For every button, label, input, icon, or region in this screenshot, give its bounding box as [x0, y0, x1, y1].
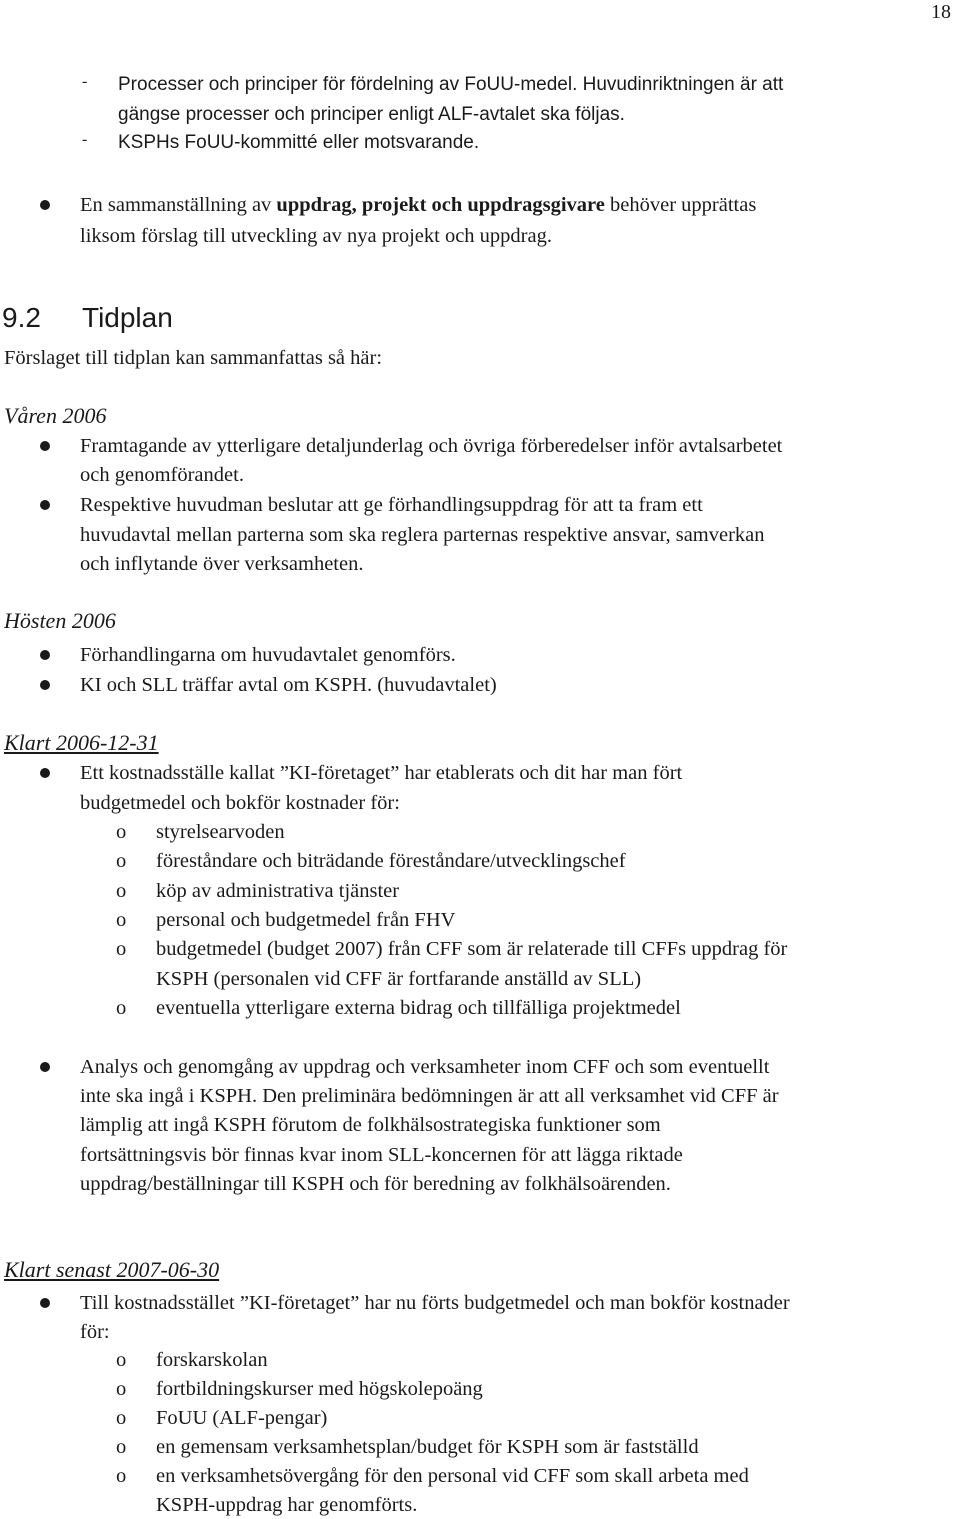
- sub-list-item: eventuella ytterligare externa bidrag och tillfälliga projektmedel: [156, 997, 681, 1019]
- period-heading-klart-2006: Klart 2006-12-31: [4, 730, 159, 755]
- sub-list-item: en gemensam verksamhetsplan/budget för KSPH som är fastställd: [156, 1436, 699, 1458]
- bullet-icon: [40, 650, 50, 660]
- sub-list-item: fortbildningskurser med högskolepoäng: [156, 1378, 483, 1400]
- sub-list-item: en verksamhetsövergång för den personal vid CFF som skall arbeta med: [156, 1465, 749, 1487]
- list-item-line: Förhandlingarna om huvudavtalet genomförs.: [80, 644, 456, 666]
- list-item-line: budgetmedel och bokför kostnader för:: [80, 792, 400, 814]
- list-item-line: inte ska ingå i KSPH. Den preliminära bedömningen är att all verksamhet vid CFF är: [80, 1085, 779, 1107]
- section-number: 9.2: [2, 302, 41, 333]
- period-heading-klart-2007: Klart senast 2007-06-30: [4, 1257, 220, 1282]
- list-item-line: Till kostnadsstället ”KI-företaget” har nu förts budgetmedel och man bokför kostnader: [80, 1292, 790, 1314]
- list-item-line: och inflytande över verksamheten.: [80, 553, 364, 575]
- list-item-line: uppdrag/beställningar till KSPH och för beredning av folkhälsoärenden.: [80, 1173, 671, 1195]
- list-item-line: KI och SLL träffar avtal om KSPH. (huvudavtalet): [80, 674, 497, 696]
- dash-item-line: gängse processer och principer enligt ALF-avtalet ska följas.: [118, 104, 625, 125]
- bullet-icon: [40, 768, 50, 778]
- dash-item-line: KSPHs FoUU-kommitté eller motsvarande.: [118, 132, 480, 153]
- sub-list-marker: o: [116, 1349, 127, 1371]
- bullet-icon: [40, 1298, 50, 1308]
- sub-list-marker: o: [116, 909, 127, 931]
- summary-bullet-line: En sammanställning av uppdrag, projekt och uppdragsgivare behöver upprättas: [80, 194, 757, 216]
- list-item-line: Analys och genomgång av uppdrag och verksamheter inom CFF och som eventuellt: [80, 1056, 770, 1078]
- sub-list-item: forskarskolan: [156, 1349, 268, 1371]
- period-heading-varen: Våren 2006: [4, 403, 107, 428]
- list-item-line: och genomförandet.: [80, 464, 244, 486]
- page-number: 18: [931, 1, 951, 23]
- sub-list-marker: o: [116, 1407, 127, 1429]
- sub-list-item: styrelsearvoden: [156, 821, 285, 843]
- sub-list-marker: o: [116, 938, 127, 960]
- sub-list-marker: o: [116, 880, 127, 902]
- list-item-line: lämplig att ingå KSPH förutom de folkhälsostrategiska funktioner som: [80, 1114, 661, 1136]
- list-item-line: för:: [80, 1321, 110, 1343]
- period-heading-hosten: Hösten 2006: [4, 608, 116, 633]
- dash-marker: -: [82, 131, 88, 148]
- sub-list-item: köp av administrativa tjänster: [156, 880, 400, 902]
- list-item-line: fortsättningsvis bör finnas kvar inom SLL-koncernen för att lägga riktade: [80, 1144, 683, 1166]
- list-item-line: Ett kostnadsställe kallat ”KI-företaget” har etablerats och dit har man fört: [80, 762, 683, 784]
- list-item-line: Respektive huvudman beslutar att ge förhandlingsuppdrag för att ta fram ett: [80, 494, 703, 516]
- dash-marker: -: [82, 73, 88, 90]
- sub-list-marker: o: [116, 1436, 127, 1458]
- sub-list-item: FoUU (ALF-pengar): [156, 1407, 328, 1429]
- sub-list-item: föreståndare och biträdande föreståndare/utvecklingschef: [156, 850, 626, 872]
- bullet-icon: [40, 200, 50, 210]
- bullet-icon: [40, 680, 50, 690]
- section-intro: Förslaget till tidplan kan sammanfattas så här:: [4, 347, 383, 369]
- sub-list-item: KSPH (personalen vid CFF är fortfarande anställd av SLL): [156, 968, 642, 990]
- sub-list-item: KSPH-uppdrag har genomförts.: [156, 1494, 418, 1516]
- sub-list-item: personal och budgetmedel från FHV: [156, 909, 456, 931]
- sub-list-item: budgetmedel (budget 2007) från CFF som är relaterade till CFFs uppdrag för: [156, 938, 788, 960]
- section-heading: [2, 302, 173, 334]
- bullet-icon: [40, 1062, 50, 1072]
- sub-list-marker: o: [116, 1465, 127, 1487]
- sub-list-marker: o: [116, 997, 127, 1019]
- dash-item-line: Processer och principer för fördelning av FoUU-medel. Huvudinriktningen är att: [118, 74, 784, 95]
- bullet-icon: [40, 500, 50, 510]
- list-item-line: huvudavtal mellan parterna som ska reglera parternas respektive ansvar, samverkan: [80, 524, 765, 546]
- section-title: Tidplan: [82, 302, 173, 333]
- sub-list-marker: o: [116, 1378, 127, 1400]
- list-item-line: Framtagande av ytterligare detaljunderlag och övriga förberedelser inför avtalsarbetet: [80, 435, 783, 457]
- summary-bullet-line: liksom förslag till utveckling av nya projekt och uppdrag.: [80, 225, 552, 247]
- sub-list-marker: o: [116, 850, 127, 872]
- sub-list-marker: o: [116, 821, 127, 843]
- bullet-icon: [40, 441, 50, 451]
